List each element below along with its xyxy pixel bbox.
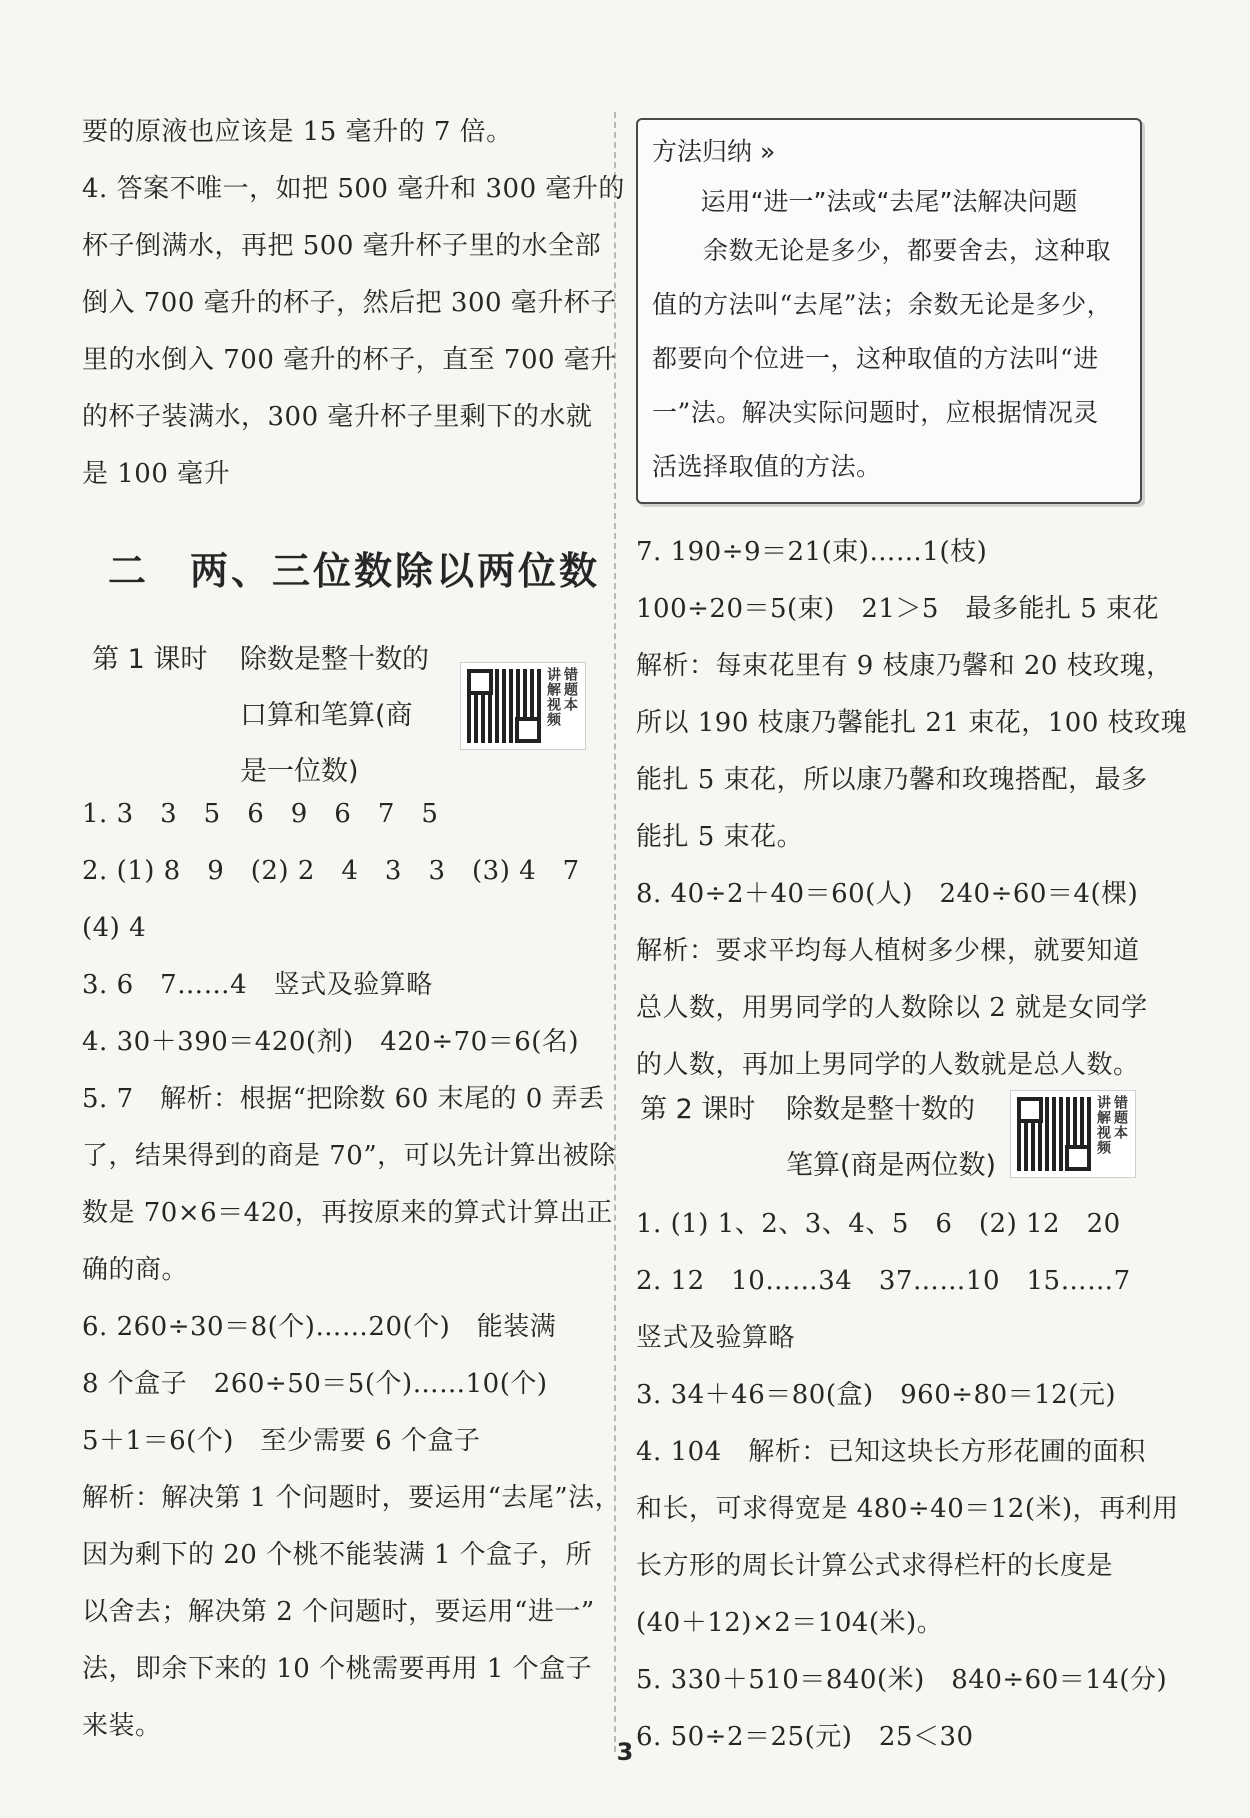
answer-line: 所以 190 枝康乃馨能扎 21 束花，100 枝玫瑰 <box>636 708 1188 738</box>
text-line: 要的原液也应该是 15 毫升的 7 倍。 <box>82 117 513 147</box>
qr-caption-col: 讲解视频 <box>545 667 561 727</box>
text-line: 的杯子装满水，300 毫升杯子里剩下的水就 <box>82 402 593 432</box>
answer-line: 100÷20＝5(束) 21＞5 最多能扎 5 束花 <box>636 594 1160 624</box>
answer-line: 5. 7 解析：根据“把除数 60 末尾的 0 弄丢 <box>82 1084 605 1114</box>
answer-line: 7. 190÷9＝21(束)……1(枝) <box>636 537 988 567</box>
lesson-2-title-line: 笔算(商是两位数) <box>786 1150 997 1181</box>
answer-line: 4. 104 解析：已知这块长方形花圃的面积 <box>636 1437 1146 1467</box>
lesson-1-title-line: 是一位数) <box>240 756 359 787</box>
method-line: 一”法。解决实际问题时，应根据情况灵 <box>652 398 1099 427</box>
answer-line: 6. 260÷30＝8(个)……20(个) 能装满 <box>82 1312 557 1342</box>
lesson-1-title-line: 除数是整十数的 <box>240 644 429 675</box>
qr-caption-col: 错题本 <box>1112 1095 1128 1140</box>
page-number: 3 <box>616 1738 634 1766</box>
answer-line: 数是 70×6＝420，再按原来的算式计算出正 <box>82 1198 613 1228</box>
continued-answer-block <box>82 104 625 503</box>
answer-line: 2. (1) 8 9 (2) 2 4 3 3 (3) 4 7 <box>82 856 580 886</box>
answer-line: 因为剩下的 20 个桃不能装满 1 个盒子，所 <box>82 1540 593 1570</box>
answer-line: 8 个盒子 260÷50＝5(个)……10(个) <box>82 1369 548 1399</box>
answer-line: 解析：解决第 1 个问题时，要运用“去尾”法， <box>82 1483 622 1513</box>
lesson-2-label: 第 2 课时 <box>640 1094 756 1125</box>
answer-line: 解析：要求平均每人植树多少棵，就要知道 <box>636 936 1140 966</box>
answer-line: 来装。 <box>82 1711 162 1741</box>
answer-line: 1. (1) 1、2、3、4、5 6 (2) 12 20 <box>636 1209 1121 1239</box>
method-line: 余数无论是多少，都要舍去，这种取 <box>652 236 1112 265</box>
answer-line: 以舍去；解决第 2 个问题时，要运用“进一” <box>82 1597 595 1627</box>
chapter-title: 二 两、三位数除以两位数 <box>108 549 601 593</box>
qr-video-link[interactable] <box>1010 1090 1136 1178</box>
qr-video-link[interactable] <box>460 662 586 750</box>
answer-line: 3. 6 7……4 竖式及验算略 <box>82 970 433 1000</box>
qr-code-icon <box>1017 1097 1091 1171</box>
text-line: 倒入 700 毫升的杯子，然后把 300 毫升杯子 <box>82 288 617 318</box>
qr-caption <box>545 667 581 727</box>
answer-line: (40＋12)×2＝104(米)。 <box>636 1608 944 1638</box>
lesson-2-title-line: 除数是整十数的 <box>786 1094 975 1125</box>
qr-caption <box>1095 1095 1131 1155</box>
left-column <box>82 104 625 503</box>
answer-line: 4. 30＋390＝420(剂) 420÷70＝6(名) <box>82 1027 580 1057</box>
right-answers-a <box>636 524 1188 1094</box>
method-subtitle: 运用“进一”法或“去尾”法解决问题 <box>700 187 1078 216</box>
qr-caption-col: 错题本 <box>562 667 578 712</box>
method-summary-box <box>636 118 1142 504</box>
answer-line: 和长，可求得宽是 480÷40＝12(米)，再利用 <box>636 1494 1179 1524</box>
answer-line: 长方形的周长计算公式求得栏杆的长度是 <box>636 1551 1114 1581</box>
qr-caption-col: 讲解视频 <box>1095 1095 1111 1155</box>
double-chevron-icon: » <box>759 137 776 166</box>
answer-line: 解析：每束花里有 9 枝康乃馨和 20 枝玫瑰， <box>636 651 1173 681</box>
lesson-1-answers <box>82 786 622 1755</box>
text-line: 4. 答案不唯一，如把 500 毫升和 300 毫升的 <box>82 174 625 204</box>
text-line: 杯子倒满水，再把 500 毫升杯子里的水全部 <box>82 231 602 261</box>
answer-line: 1. 3 3 5 6 9 6 7 5 <box>82 799 439 829</box>
method-line: 活选择取值的方法。 <box>652 452 882 481</box>
answer-line: 8. 40÷2＋40＝60(人) 240÷60＝4(棵) <box>636 879 1139 909</box>
method-body <box>652 224 1124 494</box>
answer-line: 6. 50÷2＝25(元) 25＜30 <box>636 1722 974 1752</box>
answer-line: 5. 330＋510＝840(米) 840÷60＝14(分) <box>636 1665 1168 1695</box>
method-title-text: 方法归纳 <box>652 137 753 166</box>
answer-line: 2. 12 10……34 37……10 15……7 <box>636 1266 1131 1296</box>
answer-line: (4) 4 <box>82 913 147 943</box>
text-line: 里的水倒入 700 毫升的杯子，直至 700 毫升 <box>82 345 617 375</box>
answer-line: 了，结果得到的商是 70”，可以先计算出被除 <box>82 1141 616 1171</box>
method-line: 都要向个位进一，这种取值的方法叫“进 <box>652 344 1099 373</box>
text-line: 是 100 毫升 <box>82 459 231 489</box>
qr-code-icon <box>467 669 541 743</box>
method-line: 值的方法叫“去尾”法；余数无论是多少， <box>652 290 1113 319</box>
answer-line: 法，即余下来的 10 个桃需要再用 1 个盒子 <box>82 1654 593 1684</box>
answer-line: 3. 34＋46＝80(盒) 960÷80＝12(元) <box>636 1380 1116 1410</box>
lesson-2-answers <box>636 1196 1179 1766</box>
answer-line: 能扎 5 束花，所以康乃馨和玫瑰搭配，最多 <box>636 765 1148 795</box>
lesson-1-title-line: 口算和笔算(商 <box>240 700 413 731</box>
answer-line: 的人数，再加上男同学的人数就是总人数。 <box>636 1050 1140 1080</box>
lesson-1-label: 第 1 课时 <box>92 644 208 675</box>
answer-line: 总人数，用男同学的人数除以 2 就是女同学 <box>636 993 1148 1023</box>
answer-line: 竖式及验算略 <box>636 1323 796 1353</box>
answer-line: 5＋1＝6(个) 至少需要 6 个盒子 <box>82 1426 481 1456</box>
answer-line: 能扎 5 束花。 <box>636 822 804 852</box>
answer-line: 确的商。 <box>82 1255 189 1285</box>
method-title <box>652 132 775 168</box>
